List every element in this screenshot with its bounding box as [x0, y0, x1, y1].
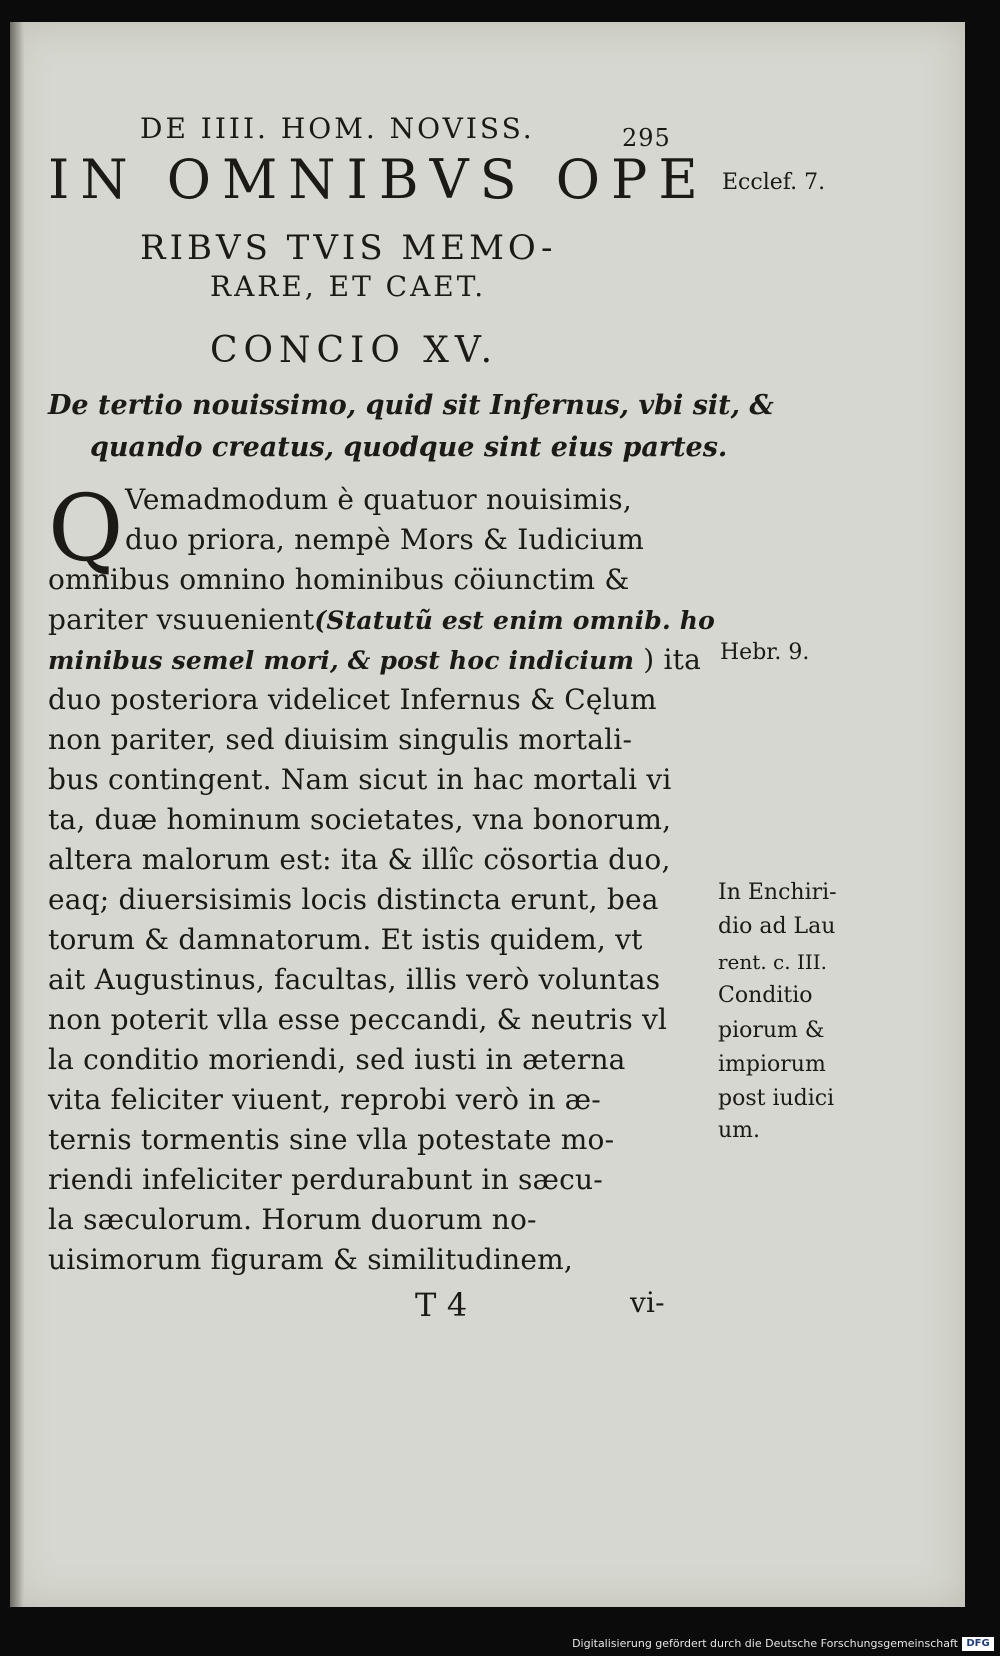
margin-note-enchiri-1: In Enchiri- [718, 880, 837, 905]
body-line-3: omnibus omnino hominibus cöiunctim & [48, 563, 630, 596]
body-line-5 [48, 643, 701, 676]
body-line-20: uisimorum figuram & similitudinem, [48, 1243, 573, 1276]
title-line-1: IN OMNIBVS OPE [48, 148, 709, 211]
catchword: vi- [630, 1286, 665, 1319]
body-line-9: ta, duæ hominum societates, vna bonorum, [48, 803, 672, 836]
body-line-7: non pariter, sed diuisim singulis mortali- [48, 723, 633, 756]
body-line-4-italic: (Statutũ est enim omnib. ho [314, 606, 716, 635]
margin-note-cond-5: um. [718, 1118, 761, 1143]
dfg-logo-icon: DFG [962, 1637, 994, 1651]
body-line-4-roman: pariter vsuuenient [48, 603, 315, 636]
body-line-14: non poterit vlla esse peccandi, & neutris vl [48, 1003, 668, 1036]
body-line-12: torum & damnatorum. Et istis quidem, vt [48, 923, 643, 956]
margin-note-cond-1: Conditio [718, 983, 813, 1008]
page-gutter [10, 22, 24, 1607]
body-line-5-roman: ) ita [643, 643, 701, 676]
concio-heading: CONCIO XV. [210, 330, 499, 371]
body-line-15: la conditio moriendi, sed iusti in æterna [48, 1043, 626, 1076]
body-line-6: duo posteriora videlicet Infernus & Cęlum [48, 683, 657, 716]
digitization-credit: Digitalisierung gefördert durch die Deutsche Forschungsgemeinschaft [572, 1637, 958, 1650]
body-line-4 [48, 603, 715, 636]
margin-note-eccles: Ecclef. 7. [722, 170, 826, 195]
body-line-16: vita feliciter viuent, reprobi verò in æ- [48, 1083, 601, 1116]
body-line-11: eaq; diuersisimis locis distincta erunt, bea [48, 883, 659, 916]
body-line-8: bus contingent. Nam sicut in hac mortali vi [48, 763, 672, 796]
rubric-line-2: quando creatus, quodque sint eius partes. [90, 432, 728, 463]
margin-note-cond-3: impiorum [718, 1052, 826, 1077]
initial-letter: Q [48, 475, 124, 582]
body-line-17: ternis tormentis sine vlla potestate mo- [48, 1123, 615, 1156]
running-head: DE IIII. HOM. NOVISS. [140, 112, 535, 145]
body-line-18: riendi infeliciter perdurabunt in sæcu- [48, 1163, 603, 1196]
margin-note-hebr: Hebr. 9. [720, 640, 810, 665]
page-number: 295 [622, 124, 671, 152]
body-line-2: duo priora, nempè Mors & Iudicium [125, 523, 645, 556]
credit-bar [0, 1612, 1000, 1656]
rubric-line-1: De tertio nouissimo, quid sit Infernus, vbi sit, & [48, 390, 774, 421]
title-line-2: RIBVS TVIS MEMO- [140, 228, 557, 268]
body-line-13: ait Augustinus, facultas, illis verò voluntas [48, 963, 661, 996]
signature-mark: T 4 [415, 1286, 468, 1324]
body-line-1: Vemadmodum è quatuor nouisimis, [125, 483, 632, 516]
margin-note-enchiri-2: dio ad Lau [718, 914, 836, 939]
margin-note-cond-2: piorum & [718, 1018, 825, 1043]
title-line-3: RARE, ET CAET. [210, 270, 487, 303]
body-line-10: altera malorum est: ita & illîc cösortia duo, [48, 843, 671, 876]
margin-note-cond-4: post iudici [718, 1086, 835, 1111]
body-line-19: la sæculorum. Horum duorum no- [48, 1203, 537, 1236]
body-line-5-italic: minibus semel mori, & post hoc indicium [48, 646, 635, 675]
margin-note-enchiri-3: rent. c. III. [718, 950, 828, 974]
